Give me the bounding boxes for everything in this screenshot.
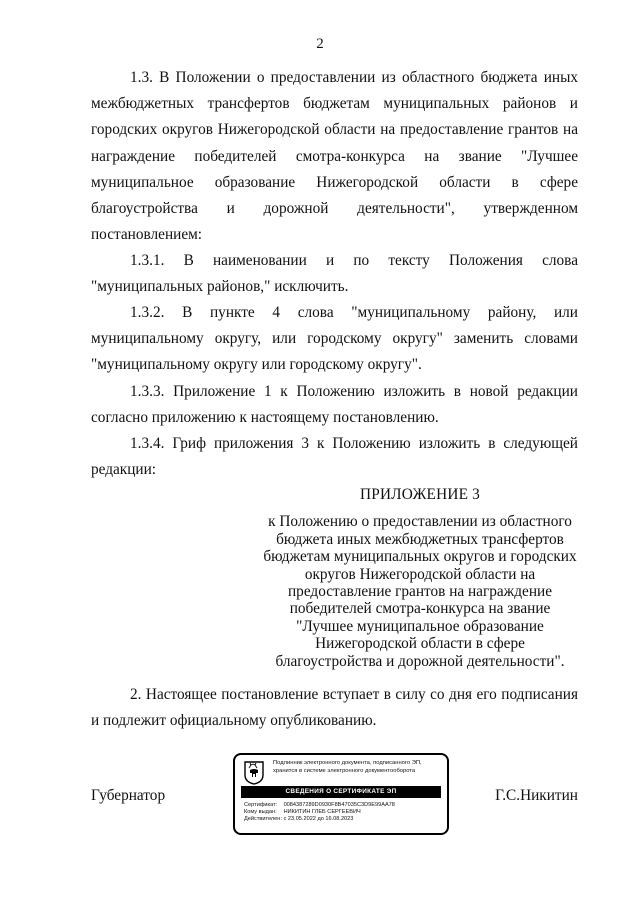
appendix-line: благоустройства и дорожной деятельности". [275,652,565,670]
nizhny-novgorod-deer-emblem-icon [243,761,265,785]
text-line: 1.3.2. В пункте 4 слова "муниципальному району, или [130,304,578,321]
text-line: и подлежит официальному опубликованию. [91,712,377,730]
appendix-line: бюджетам муниципальных округов и городских [263,548,577,566]
paragraph-2 [91,682,578,734]
appendix-line: к Положению о предоставлении из областного [268,513,572,531]
text-line: 1.3. В Положении о предоставлении из областного бюджета иных [130,69,578,86]
valid-row [244,816,444,823]
appendix-heading-block [262,486,578,670]
appendix-title: ПРИЛОЖЕНИЕ 3 [359,486,480,503]
certificate-value: 0084387289D0930F8B47035C3D9E99AA78 [283,802,395,808]
appendix-line: округов Нижегородской области на [304,565,536,583]
text-line: согласно приложению к настоящему постановлению. [91,409,439,427]
appendix-line: победителей смотра-конкурса на звание [289,600,551,618]
text-line: межбюджетных трансфертов бюджетам муниципальных районов и [91,95,578,113]
text-line: "муниципальных районов," исключить. [91,278,349,296]
paragraph-1-3-3 [91,379,578,431]
certificate-details [244,802,444,824]
text-line: "муниципальному округу или городскому округу". [91,356,422,374]
text-line: 1.3.3. Приложение 1 к Положению изложить в новой редакции [130,383,578,400]
text-line: 1.3.1. В наименовании и по тексту Положения слова [130,252,578,269]
stamp-banner: СВЕДЕНИЯ О СЕРТИФИКАТЕ ЭП [241,786,441,798]
appendix-line: Нижегородской области в сфере [315,635,525,653]
page-number: 2 [316,36,324,52]
text-line: благоустройства и дорожной деятельности", утвержденном [91,200,578,218]
issued-value: НИКИТИН ГЛЕБ СЕРГЕЕВИЧ [283,809,361,816]
appendix-line: бюджета иных межбюджетных трансфертов [276,530,564,548]
electronic-signature-stamp [233,753,449,835]
text-line: муниципальное образование Нижегородской области в сфере [91,173,578,191]
text-line: 2. Настоящее постановление вступает в силу со дня его подписания [130,686,578,703]
text-line: 1.3.4. Гриф приложения 3 к Положению изложить в следующей [130,435,578,452]
issued-label: Кому выдан: [244,809,277,816]
text-line: постановлением: [91,226,203,244]
text-line: городских округов Нижегородской области на предоставление грантов на [91,121,578,139]
appendix-line: "Лучшее муниципальное образование [296,617,544,635]
paragraph-1-3 [91,65,578,248]
signatory-name: Г.С.Никитин [495,787,578,804]
paragraph-1-3-2 [91,300,578,379]
valid-label: Действителен: [244,816,282,823]
certificate-label: Сертификат: [244,802,278,808]
valid-value: с 23.05.2022 до 16.08.2023 [283,816,354,823]
paragraph-1-3-1 [91,248,578,300]
text-line: муниципальному округу, или городскому округу" заменить словами [91,330,578,348]
signatory-position: Губернатор [91,787,166,804]
appendix-line: предоставление грантов на награждение [288,583,552,601]
certificate-row [244,802,444,809]
text-line: награждение победителей смотра-конкурса на звание "Лучшее [91,147,578,165]
stamp-note: Подлинник электронного документа, подписанного ЭП, хранится в системе электронного документооборота [273,760,422,774]
paragraph-1-3-4 [91,431,578,483]
text-line: редакции: [91,461,157,479]
